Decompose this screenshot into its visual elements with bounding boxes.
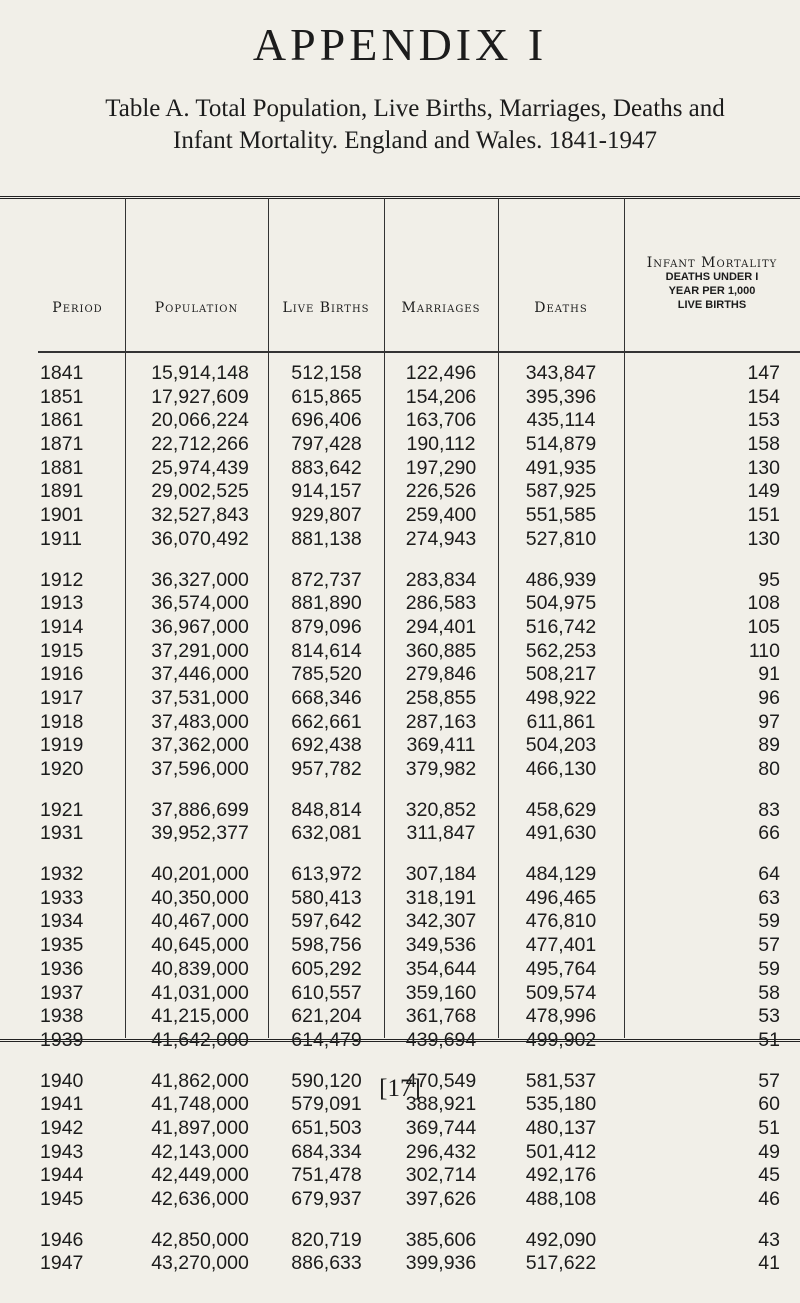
table-title-line-2: Infant Mortality. England and Wales. 1841-1947: [173, 127, 657, 154]
cell-infant-mortality: 63: [758, 886, 780, 909]
cell-population: 37,291,000: [151, 639, 249, 662]
table-row: [0, 569, 800, 593]
cell-live-births: 615,865: [291, 385, 362, 408]
cell-live-births: 881,138: [291, 527, 362, 550]
cell-infant-mortality: 89: [758, 734, 780, 757]
cell-marriages: 226,526: [405, 480, 477, 503]
cell-population: 32,527,843: [151, 504, 249, 527]
cell-marriages: 342,307: [405, 910, 477, 933]
cell-deaths: 466,130: [525, 758, 597, 780]
header-infant-mortality: [624, 256, 800, 312]
cell-population: 20,066,224: [151, 409, 249, 432]
cell-population: 37,362,000: [151, 734, 249, 757]
cell-population: 40,467,000: [151, 910, 249, 933]
table-row: [0, 362, 800, 386]
cell-period: 1914: [40, 615, 84, 638]
cell-marriages: 311,847: [406, 822, 476, 845]
table-row: [0, 910, 800, 934]
cell-period: 1939: [40, 1028, 84, 1051]
cell-deaths: 527,810: [525, 527, 597, 550]
cell-population: 40,201,000: [151, 863, 249, 886]
cell-marriages: 369,744: [405, 1116, 477, 1139]
cell-deaths: 458,629: [525, 798, 597, 821]
cell-period: 1936: [40, 957, 84, 980]
cell-infant-mortality: 158: [747, 433, 780, 456]
table-row: [0, 758, 800, 782]
cell-deaths: 492,090: [525, 1228, 597, 1251]
cell-live-births: 696,406: [291, 409, 362, 432]
cell-period: 1946: [40, 1228, 84, 1251]
cell-deaths: 492,176: [525, 1164, 597, 1187]
cell-deaths: 509,574: [525, 981, 597, 1004]
cell-infant-mortality: 57: [758, 1069, 780, 1092]
cell-marriages: 399,936: [405, 1252, 477, 1275]
cell-period: 1891: [40, 480, 84, 503]
cell-deaths: 581,537: [525, 1069, 597, 1092]
header-period: Period: [52, 300, 103, 316]
cell-period: 1911: [40, 527, 82, 550]
cell-live-births: 597,642: [291, 910, 362, 933]
cell-period: 1915: [40, 639, 84, 662]
cell-live-births: 820,719: [291, 1228, 362, 1251]
cell-deaths: 517,622: [525, 1252, 597, 1275]
cell-period: 1917: [40, 686, 84, 709]
cell-infant-mortality: 130: [747, 456, 780, 479]
table-row: [0, 592, 800, 616]
cell-live-births: 751,478: [291, 1164, 362, 1187]
cell-deaths: 495,764: [525, 957, 597, 980]
table-row: [0, 409, 800, 433]
cell-period: 1937: [40, 981, 84, 1004]
cell-marriages: 361,768: [405, 1005, 477, 1028]
cell-period: 1918: [40, 710, 84, 733]
cell-infant-mortality: 43: [758, 1228, 780, 1251]
cell-marriages: 360,885: [405, 639, 477, 662]
cell-marriages: 258,855: [405, 686, 477, 709]
table-row: [0, 528, 800, 552]
cell-population: 25,974,439: [151, 456, 249, 479]
cell-period: 1931: [40, 822, 84, 845]
header-live-births: Live Births: [282, 300, 370, 316]
cell-live-births: 684,334: [291, 1140, 362, 1163]
cell-marriages: 397,626: [405, 1188, 477, 1210]
cell-population: 37,483,000: [151, 710, 249, 733]
cell-population: 42,449,000: [151, 1164, 249, 1187]
table-row: [0, 934, 800, 958]
cell-deaths: 499,902: [525, 1028, 597, 1051]
table-row: [0, 958, 800, 982]
cell-infant-mortality: 95: [758, 568, 780, 591]
cell-infant-mortality: 49: [758, 1140, 780, 1163]
header-population: Population: [154, 300, 239, 316]
table-row: [0, 982, 800, 1006]
appendix-title: APPENDIX I: [252, 19, 548, 70]
cell-deaths: 587,925: [525, 480, 597, 503]
cell-live-births: 679,937: [291, 1188, 362, 1210]
cell-marriages: 122,496: [405, 362, 477, 384]
header-infant-sub-3: LIVE BIRTHS: [677, 299, 747, 311]
table-row: [0, 734, 800, 758]
cell-population: 39,952,377: [151, 822, 249, 845]
cell-period: 1941: [40, 1093, 84, 1116]
cell-live-births: 598,756: [291, 934, 362, 957]
cell-live-births: 814,614: [291, 639, 362, 662]
cell-marriages: 287,163: [405, 710, 477, 733]
cell-live-births: 632,081: [291, 822, 362, 845]
cell-deaths: 478,996: [525, 1005, 597, 1028]
header-infant-sub-2: YEAR PER 1,000: [668, 285, 756, 297]
table-row: [0, 863, 800, 887]
cell-deaths: 491,630: [525, 822, 597, 845]
table-row: [0, 799, 800, 823]
cell-deaths: 496,465: [525, 886, 597, 909]
header-rule: [38, 351, 800, 353]
cell-marriages: 279,846: [405, 663, 477, 686]
cell-marriages: 283,834: [405, 568, 477, 591]
cell-infant-mortality: 46: [758, 1188, 780, 1210]
cell-period: 1920: [40, 758, 84, 780]
cell-live-births: 957,782: [291, 758, 362, 780]
table-row: [0, 386, 800, 410]
cell-deaths: 498,922: [525, 686, 597, 709]
cell-deaths: 476,810: [525, 910, 597, 933]
table-row: [0, 480, 800, 504]
cell-period: 1916: [40, 663, 84, 686]
table-row: [0, 887, 800, 911]
table-row: [0, 1164, 800, 1188]
cell-period: 1945: [40, 1188, 84, 1210]
cell-deaths: 484,129: [525, 863, 597, 886]
cell-population: 41,897,000: [151, 1116, 249, 1139]
cell-period: 1942: [40, 1116, 84, 1139]
cell-live-births: 797,428: [291, 433, 362, 456]
cell-population: 41,862,000: [151, 1069, 249, 1092]
cell-live-births: 651,503: [291, 1116, 362, 1139]
cell-marriages: 302,714: [405, 1164, 477, 1187]
cell-infant-mortality: 149: [747, 480, 780, 503]
cell-population: 29,002,525: [151, 480, 249, 503]
cell-infant-mortality: 51: [758, 1028, 780, 1051]
cell-live-births: 614,479: [291, 1028, 362, 1051]
cell-population: 41,215,000: [151, 1005, 249, 1028]
cell-infant-mortality: 105: [747, 615, 780, 638]
cell-live-births: 579,091: [291, 1093, 362, 1116]
cell-infant-mortality: 130: [747, 527, 780, 550]
cell-period: 1933: [40, 886, 84, 909]
cell-live-births: 785,520: [291, 663, 362, 686]
cell-deaths: 508,217: [525, 663, 597, 686]
cell-marriages: 320,852: [405, 798, 477, 821]
cell-population: 37,446,000: [151, 663, 249, 686]
cell-live-births: 883,642: [291, 456, 362, 479]
cell-infant-mortality: 53: [758, 1005, 780, 1028]
table-row: [0, 1252, 800, 1276]
cell-live-births: 879,096: [291, 615, 362, 638]
header-marriages: Marriages: [401, 300, 481, 316]
cell-period: 1947: [40, 1252, 84, 1275]
cell-live-births: 621,204: [291, 1005, 362, 1028]
cell-period: 1919: [40, 734, 84, 757]
table-row: [0, 663, 800, 687]
cell-period: 1871: [40, 433, 84, 456]
cell-infant-mortality: 59: [758, 957, 780, 980]
cell-live-births: 580,413: [291, 886, 362, 909]
cell-deaths: 488,108: [525, 1188, 597, 1210]
cell-population: 41,031,000: [151, 981, 249, 1004]
cell-marriages: 349,536: [405, 934, 477, 957]
cell-period: 1881: [40, 456, 84, 479]
cell-deaths: 480,137: [525, 1116, 597, 1139]
cell-marriages: 369,411: [406, 734, 476, 757]
cell-deaths: 516,742: [525, 615, 597, 638]
table-row: [0, 1188, 800, 1212]
cell-marriages: 388,921: [405, 1093, 477, 1116]
cell-period: 1940: [40, 1069, 84, 1092]
cell-deaths: 395,396: [525, 385, 597, 408]
cell-live-births: 605,292: [291, 957, 362, 980]
table-row: [0, 457, 800, 481]
cell-deaths: 486,939: [525, 568, 597, 591]
cell-live-births: 848,814: [291, 798, 362, 821]
cell-infant-mortality: 91: [758, 663, 780, 686]
cell-infant-mortality: 80: [758, 758, 780, 780]
cell-live-births: 872,737: [291, 568, 362, 591]
cell-marriages: 286,583: [405, 592, 477, 615]
cell-deaths: 491,935: [525, 456, 597, 479]
page-number: [17]: [379, 1075, 421, 1102]
cell-infant-mortality: 154: [747, 385, 780, 408]
cell-population: 40,645,000: [151, 934, 249, 957]
table-row: [0, 687, 800, 711]
cell-marriages: 359,160: [405, 981, 477, 1004]
cell-infant-mortality: 97: [758, 710, 780, 733]
cell-period: 1932: [40, 863, 84, 886]
bottom-rule: [0, 1039, 800, 1042]
cell-live-births: 692,438: [291, 734, 362, 757]
cell-population: 41,642,000: [151, 1028, 249, 1051]
cell-marriages: 318,191: [405, 886, 477, 909]
cell-period: 1913: [40, 592, 84, 615]
cell-infant-mortality: 59: [758, 910, 780, 933]
cell-population: 40,350,000: [151, 886, 249, 909]
cell-population: 43,270,000: [151, 1252, 249, 1275]
table-row: [0, 433, 800, 457]
cell-population: 36,327,000: [151, 568, 249, 591]
cell-population: 37,596,000: [151, 758, 249, 780]
cell-period: 1944: [40, 1164, 84, 1187]
cell-infant-mortality: 83: [758, 798, 780, 821]
cell-marriages: 385,606: [405, 1228, 477, 1251]
cell-population: 15,914,148: [151, 362, 249, 384]
cell-period: 1934: [40, 910, 84, 933]
header-infant-sub-1: DEATHS UNDER I: [665, 271, 759, 283]
cell-period: 1921: [40, 798, 84, 821]
cell-deaths: 435,114: [526, 409, 596, 432]
cell-marriages: 307,184: [405, 863, 477, 886]
cell-population: 40,839,000: [151, 957, 249, 980]
cell-infant-mortality: 60: [758, 1093, 780, 1116]
cell-deaths: 501,412: [525, 1140, 597, 1163]
cell-period: 1943: [40, 1140, 84, 1163]
cell-deaths: 504,975: [525, 592, 597, 615]
cell-infant-mortality: 57: [758, 934, 780, 957]
cell-infant-mortality: 45: [758, 1164, 780, 1187]
header-deaths: Deaths: [534, 300, 588, 316]
cell-period: 1938: [40, 1005, 84, 1028]
cell-infant-mortality: 66: [758, 822, 780, 845]
cell-deaths: 611,861: [526, 710, 596, 733]
cell-infant-mortality: 147: [747, 362, 780, 384]
cell-marriages: 274,943: [405, 527, 477, 550]
cell-deaths: 535,180: [525, 1093, 597, 1116]
top-rule: [0, 196, 800, 199]
cell-population: 37,531,000: [151, 686, 249, 709]
cell-period: 1935: [40, 934, 84, 957]
cell-live-births: 886,633: [291, 1252, 362, 1275]
cell-live-births: 929,807: [291, 504, 362, 527]
cell-population: 17,927,609: [151, 385, 249, 408]
table-row: [0, 640, 800, 664]
cell-infant-mortality: 41: [758, 1252, 780, 1275]
cell-live-births: 512,158: [291, 362, 362, 384]
cell-period: 1851: [40, 385, 84, 408]
cell-deaths: 477,401: [525, 934, 597, 957]
cell-deaths: 562,253: [525, 639, 597, 662]
table-row: [0, 822, 800, 846]
header-infant-title: Infant Mortality: [646, 255, 778, 271]
cell-period: 1901: [40, 504, 84, 527]
cell-population: 41,748,000: [151, 1093, 249, 1116]
cell-population: 36,070,492: [151, 527, 249, 550]
cell-population: 42,636,000: [151, 1188, 249, 1210]
cell-infant-mortality: 64: [758, 863, 780, 886]
cell-live-births: 613,972: [291, 863, 362, 886]
cell-marriages: 439,694: [405, 1028, 477, 1051]
cell-live-births: 881,890: [291, 592, 362, 615]
cell-live-births: 610,557: [291, 981, 362, 1004]
cell-live-births: 662,661: [291, 710, 362, 733]
cell-infant-mortality: 151: [747, 504, 780, 527]
cell-live-births: 590,120: [291, 1069, 362, 1092]
table-row: [0, 616, 800, 640]
cell-population: 36,967,000: [151, 615, 249, 638]
cell-deaths: 551,585: [525, 504, 597, 527]
cell-infant-mortality: 58: [758, 981, 780, 1004]
cell-marriages: 163,706: [405, 409, 477, 432]
table-row: [0, 1229, 800, 1253]
cell-population: 37,886,699: [151, 798, 249, 821]
cell-period: 1861: [40, 409, 84, 432]
table-row: [0, 1141, 800, 1165]
table-row: [0, 1005, 800, 1029]
cell-infant-mortality: 96: [758, 686, 780, 709]
cell-marriages: 379,982: [405, 758, 477, 780]
table-title-line-1: Table A. Total Population, Live Births, Marriages, Deaths and: [105, 95, 725, 122]
cell-population: 42,143,000: [151, 1140, 249, 1163]
cell-marriages: 470,549: [405, 1069, 477, 1092]
cell-population: 36,574,000: [151, 592, 249, 615]
cell-deaths: 343,847: [525, 362, 597, 384]
cell-infant-mortality: 110: [748, 639, 780, 662]
cell-period: 1841: [40, 362, 84, 384]
cell-deaths: 504,203: [525, 734, 597, 757]
cell-marriages: 354,644: [405, 957, 477, 980]
cell-marriages: 296,432: [405, 1140, 477, 1163]
table-row: [0, 504, 800, 528]
cell-marriages: 154,206: [405, 385, 477, 408]
cell-marriages: 259,400: [405, 504, 477, 527]
cell-period: 1912: [40, 568, 84, 591]
table-title: [50, 93, 780, 157]
cell-infant-mortality: 51: [758, 1116, 780, 1139]
table-body: [0, 362, 800, 1276]
cell-marriages: 294,401: [405, 615, 477, 638]
cell-population: 22,712,266: [151, 433, 249, 456]
cell-infant-mortality: 153: [747, 409, 780, 432]
cell-marriages: 197,290: [405, 456, 477, 479]
cell-deaths: 514,879: [525, 433, 597, 456]
cell-infant-mortality: 108: [747, 592, 780, 615]
table-row: [0, 1117, 800, 1141]
cell-population: 42,850,000: [151, 1228, 249, 1251]
cell-live-births: 668,346: [291, 686, 362, 709]
table-row: [0, 711, 800, 735]
cell-marriages: 190,112: [406, 433, 476, 456]
cell-live-births: 914,157: [291, 480, 362, 503]
